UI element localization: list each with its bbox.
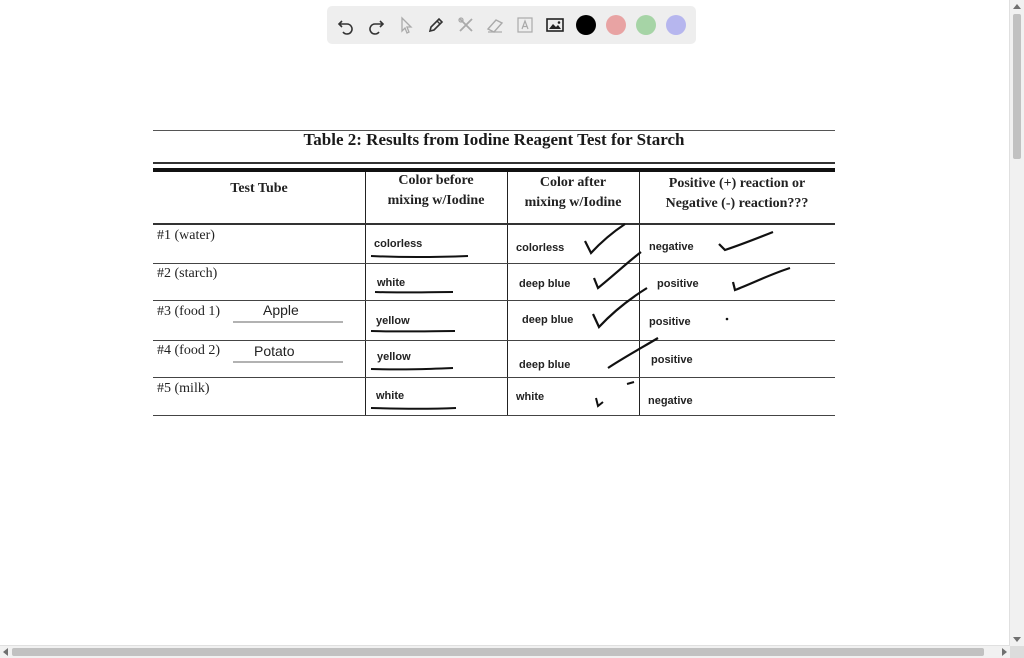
header-color-before-line1: Color before — [398, 173, 474, 188]
eraser-icon[interactable] — [485, 14, 507, 36]
tools-icon[interactable] — [455, 14, 477, 36]
header-color-after-line2: mixing w/Iodine — [524, 195, 622, 210]
scroll-left-icon[interactable] — [3, 648, 8, 656]
color-before-value: colorless — [374, 238, 423, 250]
row-label: #5 (milk) — [157, 381, 210, 396]
reaction-value: positive — [657, 278, 699, 290]
color-after-value: deep blue — [522, 314, 574, 326]
row-rule — [153, 377, 835, 378]
header-test-tube: Test Tube — [230, 181, 288, 196]
results-table-image — [153, 128, 835, 418]
header-color-before-line2: mixing w/Iodine — [387, 193, 485, 208]
reaction-value: positive — [649, 316, 691, 328]
color-after-value: colorless — [516, 242, 565, 254]
color-after-value: deep blue — [519, 359, 571, 371]
table-title: Table 2: Results from Iodine Reagent Test for Starch — [303, 130, 685, 149]
image-icon[interactable] — [544, 14, 566, 36]
color-before-value: yellow — [377, 351, 411, 363]
scrollbar-corner — [1010, 646, 1024, 658]
color-after-value: deep blue — [519, 278, 571, 290]
reaction-value: negative — [648, 395, 693, 407]
title-rule — [153, 162, 835, 164]
undo-icon[interactable] — [335, 14, 357, 36]
pen-icon[interactable] — [425, 14, 447, 36]
scroll-up-icon[interactable] — [1013, 4, 1021, 9]
select-icon[interactable] — [395, 14, 417, 36]
horizontal-scrollbar[interactable] — [0, 645, 1010, 658]
color-before-value: yellow — [376, 315, 410, 327]
row-label: #4 (food 2) — [157, 343, 220, 358]
redo-icon[interactable] — [365, 14, 387, 36]
row-rule — [153, 263, 835, 264]
vertical-scroll-thumb[interactable] — [1013, 14, 1021, 159]
header-bottom-rule — [153, 223, 835, 225]
color-before-value: white — [377, 277, 406, 289]
row-label: #3 (food 1) — [157, 304, 220, 319]
color-purple-swatch[interactable] — [666, 15, 686, 35]
color-red-swatch[interactable] — [606, 15, 626, 35]
drawing-toolbar — [327, 6, 696, 44]
color-after-value: white — [516, 391, 545, 403]
scroll-right-icon[interactable] — [1002, 648, 1007, 656]
row-label: #2 (starch) — [157, 266, 218, 281]
header-color-after-line1: Color after — [539, 175, 607, 190]
header-reaction-line2: Negative (-) reaction??? — [665, 196, 809, 211]
row-rule — [153, 415, 835, 416]
row-rule — [153, 340, 835, 341]
row-rule — [153, 300, 835, 301]
color-before-value: white — [376, 390, 405, 402]
vertical-scrollbar[interactable] — [1009, 0, 1024, 646]
text-icon[interactable] — [514, 14, 536, 36]
horizontal-scroll-thumb[interactable] — [12, 648, 984, 656]
color-green-swatch[interactable] — [636, 15, 656, 35]
reaction-value: positive — [651, 354, 693, 366]
food-name-value: Apple — [263, 302, 299, 318]
food-name-value: Potato — [254, 343, 295, 359]
row-label: #1 (water) — [157, 228, 215, 243]
reaction-value: negative — [649, 241, 694, 253]
header-reaction-line1: Positive (+) reaction or — [668, 176, 806, 191]
scroll-down-icon[interactable] — [1013, 637, 1021, 642]
color-black-swatch[interactable] — [576, 15, 596, 35]
